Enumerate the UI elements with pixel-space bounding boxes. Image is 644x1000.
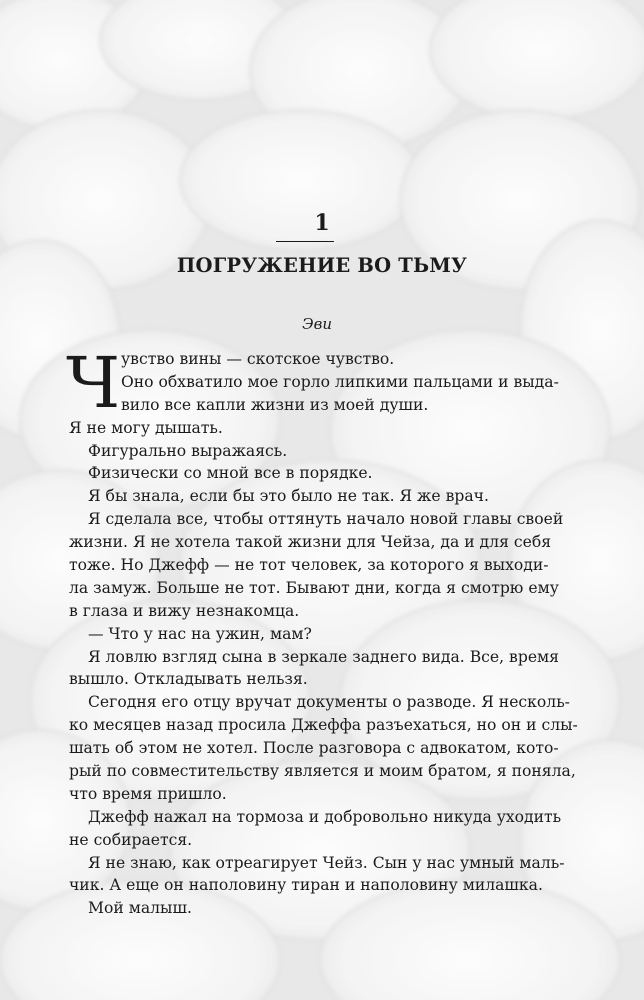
drop-cap: Ч — [66, 342, 121, 424]
narrator-name: Эви — [302, 315, 332, 333]
text-line: Оно обхватило мое горло липкими пальцами и выда- — [121, 372, 559, 391]
text-line: ко месяцев назад просила Джеффа разъехаться, но он и слы- — [69, 716, 578, 735]
text-line: жизни. Я не хотела такой жизни для Чейза, да и для себя — [69, 533, 552, 552]
text-line: Я сделала все, чтобы оттянуть начало новой главы своей — [88, 510, 564, 529]
text-line: ла замуж. Больше не тот. Бывают дни, когда я смотрю ему — [69, 578, 559, 597]
chapter-divider — [276, 241, 334, 242]
text-line: Сегодня его отцу вручат документы о разводе. Я несколь- — [88, 693, 570, 712]
text-line: Я бы знала, если бы это было не так. Я же врач. — [88, 487, 489, 506]
text-line: рый по совместительству является и моим братом, я поняла, — [69, 762, 576, 781]
text-line: чик. А еще он наполовину тиран и наполовину милашка. — [69, 876, 543, 895]
text-line: Мой малыш. — [88, 899, 192, 918]
text-line: Я ловлю взгляд сына в зеркале заднего вида. Все, время — [88, 647, 560, 666]
body-text — [69, 348, 578, 920]
text-line: — Что у нас на ужин, мам? — [88, 624, 312, 643]
text-line: Я не знаю, как отреагирует Чейз. Сын у нас умный маль- — [88, 853, 565, 872]
chapter-title: ПОГРУЖЕНИЕ ВО ТЬМУ — [176, 254, 468, 277]
text-line: не собирается. — [69, 830, 193, 849]
chapter-number: 1 — [314, 210, 330, 236]
text-line: шать об этом не хотел. После разговора с адвокатом, кото- — [69, 739, 559, 758]
text-line: тоже. Но Джефф — не тот человек, за которого я выходи- — [69, 556, 549, 575]
text-line: вило все капли жизни из моей души. — [121, 395, 429, 414]
text-line: Джефф нажал на тормоза и добровольно никуда уходить — [88, 807, 562, 826]
text-line: увство вины — скотское чувство. — [121, 350, 395, 368]
text-line: Я не могу дышать. — [69, 418, 223, 437]
text-line: в глаза и вижу незнакомца. — [69, 601, 300, 620]
text-line: Фигурально выражаясь. — [88, 441, 288, 460]
text-line: вышло. Откладывать нельзя. — [69, 670, 308, 689]
text-line: что время пришло. — [69, 784, 227, 803]
text-line: Физически со мной все в порядке. — [88, 464, 373, 483]
